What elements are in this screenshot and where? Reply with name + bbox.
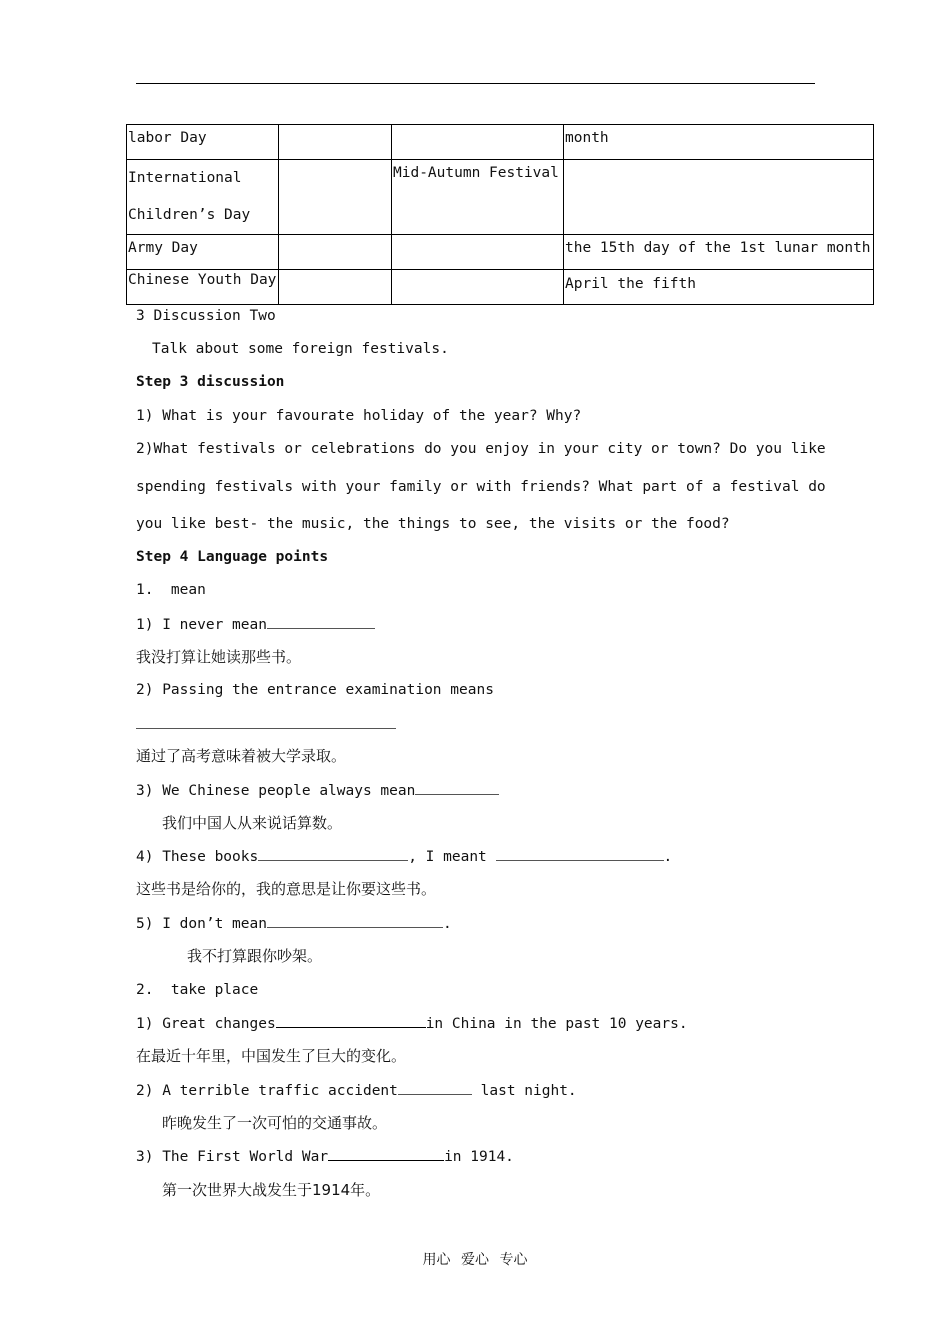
table-row <box>127 125 874 160</box>
answer-blank[interactable] <box>496 846 664 861</box>
mean-translation-1: 我没打算让她读那些书。 <box>136 648 302 666</box>
exercise-text: in China in the past 10 years. <box>425 1016 688 1032</box>
exercise-text: 4) These books <box>136 849 259 865</box>
table-cell <box>564 160 874 235</box>
answer-blank[interactable] <box>267 614 375 629</box>
table-cell: month <box>564 125 874 160</box>
take-place-exercise-3 <box>136 1146 514 1167</box>
step3-question-2-line1: 2)What festivals or celebrations do you enjoy in your city or town? Do you like <box>136 441 826 457</box>
exercise-text: 5) I don’t mean <box>136 916 267 932</box>
take-place-translation-2: 昨晚发生了一次可怕的交通事故。 <box>162 1114 388 1132</box>
step3-question-2-line2: spending festivals with your family or with friends? What part of a festival do <box>136 479 826 495</box>
answer-blank[interactable] <box>415 780 499 795</box>
table-cell: Army Day <box>127 235 279 270</box>
mean-exercise-4 <box>136 846 672 867</box>
answer-blank[interactable] <box>328 1146 444 1161</box>
answer-blank[interactable] <box>136 714 396 729</box>
table-row <box>127 235 874 270</box>
table-cell <box>279 235 392 270</box>
mean-translation-3: 我们中国人从来说话算数。 <box>162 814 343 832</box>
exercise-text: . <box>442 916 452 932</box>
mean-translation-2: 通过了高考意味着被大学录取。 <box>136 747 347 765</box>
discussion-two-prompt: Talk about some foreign festivals. <box>152 341 449 357</box>
take-place-exercise-1 <box>136 1013 688 1034</box>
table-cell: labor Day <box>127 125 279 160</box>
mean-exercise-1 <box>136 614 375 635</box>
exercise-text: 1) I never mean <box>136 617 267 633</box>
step3-question-2-line3: you like best- the music, the things to see, the visits or the food? <box>136 516 730 532</box>
mean-exercise-5 <box>136 913 452 934</box>
table-row <box>127 270 874 305</box>
table-cell: Chinese Youth Day <box>127 270 279 305</box>
table-row <box>127 160 874 235</box>
step3-question-1: 1) What is your favourate holiday of the year? Why? <box>136 408 582 424</box>
exercise-text: 1) Great changes <box>136 1016 276 1032</box>
answer-blank[interactable] <box>258 846 408 861</box>
exercise-text: 3) We Chinese people always mean <box>136 783 416 799</box>
exercise-text: last night. <box>471 1083 577 1099</box>
table-cell <box>392 270 564 305</box>
table-cell <box>279 125 392 160</box>
mean-exercise-3 <box>136 780 499 801</box>
table-cell <box>279 270 392 305</box>
header-rule <box>136 83 815 84</box>
answer-blank[interactable] <box>398 1080 472 1095</box>
mean-translation-4: 这些书是给你的，我的意思是让你要这些书。 <box>136 880 437 898</box>
exercise-text: in 1914. <box>444 1149 514 1165</box>
answer-blank[interactable] <box>267 913 443 928</box>
exercise-text: , I meant <box>408 849 496 865</box>
mean-exercise-2: 2) Passing the entrance examination means <box>136 682 494 698</box>
step3-heading: Step 3 discussion <box>136 374 285 390</box>
table-cell: International Children’s Day <box>127 160 279 235</box>
mean-title: 1. mean <box>136 582 206 598</box>
take-place-title: 2. take place <box>136 982 259 998</box>
table-cell <box>392 235 564 270</box>
table-cell: Mid-Autumn Festival <box>392 160 564 235</box>
festival-table <box>126 124 874 305</box>
step4-heading: Step 4 Language points <box>136 549 329 565</box>
table-cell: the 15th day of the 1st lunar month <box>564 235 874 270</box>
take-place-translation-1: 在最近十年里，中国发生了巨大的变化。 <box>136 1047 407 1065</box>
exercise-text: 3) The First World War <box>136 1149 329 1165</box>
discussion-two-heading: 3 Discussion Two <box>136 308 276 324</box>
table-cell <box>392 125 564 160</box>
mean-translation-5: 我不打算跟你吵架。 <box>187 947 323 965</box>
take-place-translation-3: 第一次世界大战发生于1914年。 <box>162 1181 381 1199</box>
page-footer: 用心 爱心 专心 <box>422 1252 528 1268</box>
mean-exercise-2-blank-line <box>136 714 396 735</box>
table-cell <box>279 160 392 235</box>
table-cell: April the fifth <box>564 270 874 305</box>
exercise-text: 2) A terrible traffic accident <box>136 1083 398 1099</box>
answer-blank[interactable] <box>276 1013 426 1028</box>
take-place-exercise-2 <box>136 1080 577 1101</box>
exercise-text: . <box>663 849 673 865</box>
